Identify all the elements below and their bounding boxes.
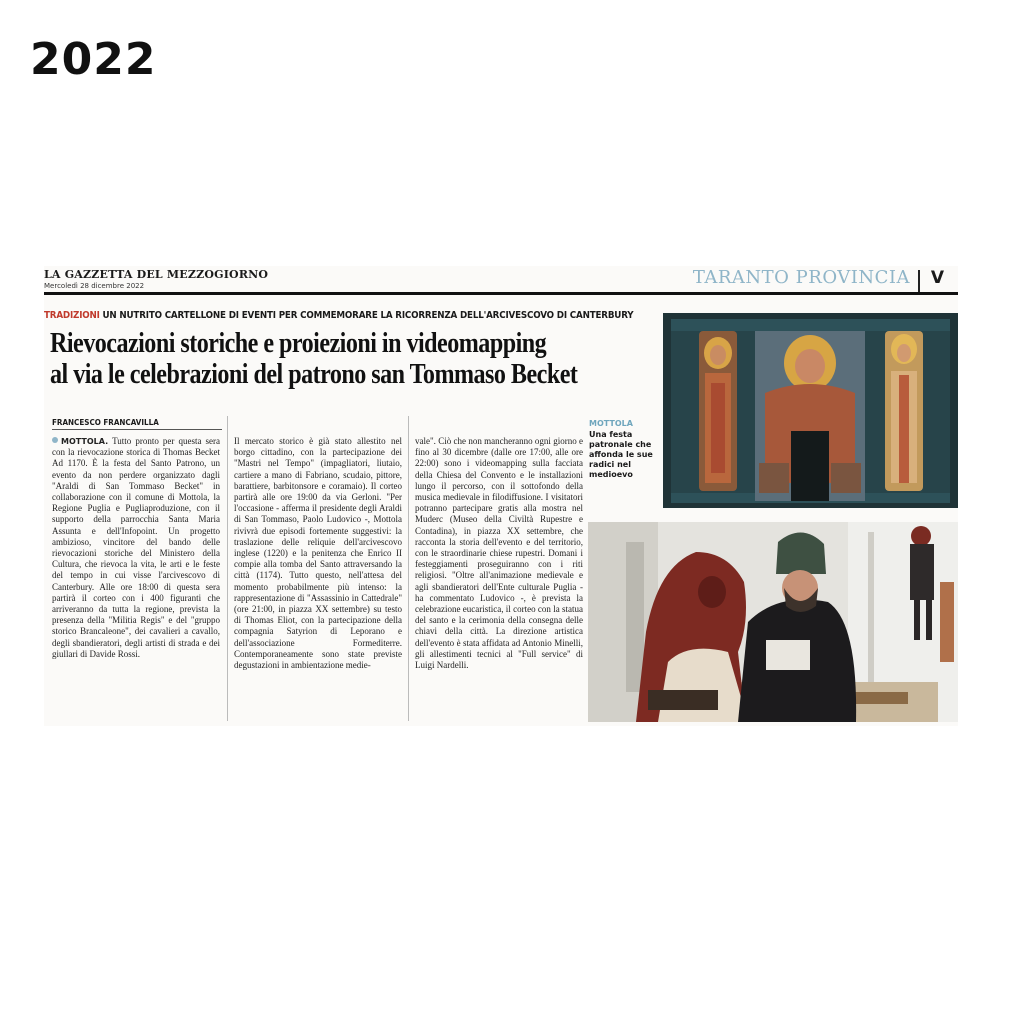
newspaper-logo: LA GAZZETTA DEL MEZZOGIORNO <box>44 268 269 281</box>
fresco-videomapping-photo <box>663 313 958 508</box>
column-divider <box>227 416 228 721</box>
section-divider <box>918 270 920 292</box>
headline <box>50 328 600 390</box>
article-column-3 <box>415 436 583 721</box>
column-divider <box>408 416 409 721</box>
year-heading: 2022 <box>30 34 157 85</box>
kicker-text: UN NUTRITO CARTELLONE DI EVENTI PER COMMEMORARE LA RICORRENZA DELL'ARCIVESCOVO DI CANTERBURY <box>102 310 634 321</box>
reenactors-illustration <box>588 522 958 722</box>
headline-line-1: Rievocazioni storiche e proiezioni in videomapping <box>50 328 547 359</box>
newspaper-clipping <box>44 266 958 726</box>
headline-line-2: al via le celebrazioni del patrono san Tommaso Becket <box>50 359 578 390</box>
byline: FRANCESCO FRANCAVILLA <box>52 418 159 427</box>
column-2-text: Il mercato storico è già stato allestito nel borgo cittadino, con la partecipazione dei "Mastri nel Tempo" (impagliatori, liutaio, cartiere a mano di Fabriano, scudaio, pittore, barattiere, barbitonsore e coramaio). Il corteo partirà alle ore 19:00 da via Gerloni. "Per l'occasione - afferma il presidente degli Araldi di San Tommaso, Paolo Ludovico -, Mottola rivivrà due episodi fortemente suggestivi: la traslazione delle reliquie dell'arcivescovo inglese (1220) e la penitenza che Enrico II compie alla tomba del Santo attraversando la città (1174). Tutto questo, nell'attesa del momento probabilmente più intenso: la rappresentazione di "Assassinio in Cattedrale" (ore 21:00, in piazza XX settembre) su testo di Thomas Eliot, con la partecipazione della compagnia Satyrion di Leporano e dell'associazione Formediterre. Contemporaneamente sono state previste degustazioni in ambientazione medie- <box>234 436 402 671</box>
lead-city: MOTTOLA. <box>61 437 109 446</box>
page-number: V <box>930 268 944 288</box>
photo-caption <box>589 419 657 480</box>
bullet-dot-icon <box>52 437 58 443</box>
kicker-tag: TRADIZIONI <box>44 310 100 321</box>
reenactors-photo <box>588 522 958 722</box>
issue-date: Mercoledì 28 dicembre 2022 <box>44 282 145 290</box>
section-title: TARANTO PROVINCIA <box>692 267 910 288</box>
column-1-text: Tutto pronto per questa sera con la rievocazione storica di Thomas Becket Ad 1170. È la festa del Santo Patrono, un evento da non perdere organizzato dagli "Araldi di San Tommaso Becket" in collaborazione con il comune di Mottola, la Regione Puglia e Pugliaproduzione, con il supporto della parrocchia Santa Maria Assunta e dell'Infopoint. Un progetto ambizioso, vincitore del bando delle rievocazioni storiche del Ministero della Cultura, che rievoca la vita, le arti e le feste del tempo in cui visse l'arcivescovo di Canterbury. Alle ore 18:00 di questa sera partirà il corteo con i 400 figuranti che arriveranno da tutta la regione, prevista la presenza della "Militia Regis" e del "gruppo storico Brancaleone", dei cavalieri a cavallo, degli sbandieratori, degli artisti di strada e dei giullari di Davide Rossi. <box>52 436 220 659</box>
fresco-illustration <box>663 313 958 508</box>
caption-city: MOTTOLA <box>589 419 633 428</box>
article-column-1 <box>52 436 220 721</box>
byline-rule <box>52 429 222 430</box>
masthead-rule <box>44 292 958 295</box>
article-column-2 <box>234 436 402 721</box>
column-3-text: vale". Ciò che non mancheranno ogni giorno e fino al 30 dicembre (dalle ore 17:00, alle ore 22:00) sono i videomapping sulla facciata della Chiesa del Convento e le installazioni lungo il percorso, con il sottofondo della musica medievale in filodiffusione. I visitatori potranno partecipare gratis alla mostra nel Muderc (Museo della Civiltà Rupestre e Contadina), in piazza XX settembre, che racconta la storia dell'evento e del territorio, con le straordinarie chiese rupestri. Domani i festeggiamenti proseguiranno con i riti religiosi. "Oltre all'animazione medievale e agli sbandieratori dell'Ente culturale Puglia - ha commentato Ludovico -, è prevista la celebrazione eucaristica, il corteo con la statua del santo e la cerimonia della consegna delle chiavi della città. La direzione artistica dell'evento è stata affidata ad Antonio Minelli, gli allestimenti tecnici al "Full service" di Luigi Nardelli. <box>415 436 583 671</box>
kicker <box>44 310 634 321</box>
caption-text: Una festa patronale che affonda le sue radici nel medioevo <box>589 430 653 479</box>
